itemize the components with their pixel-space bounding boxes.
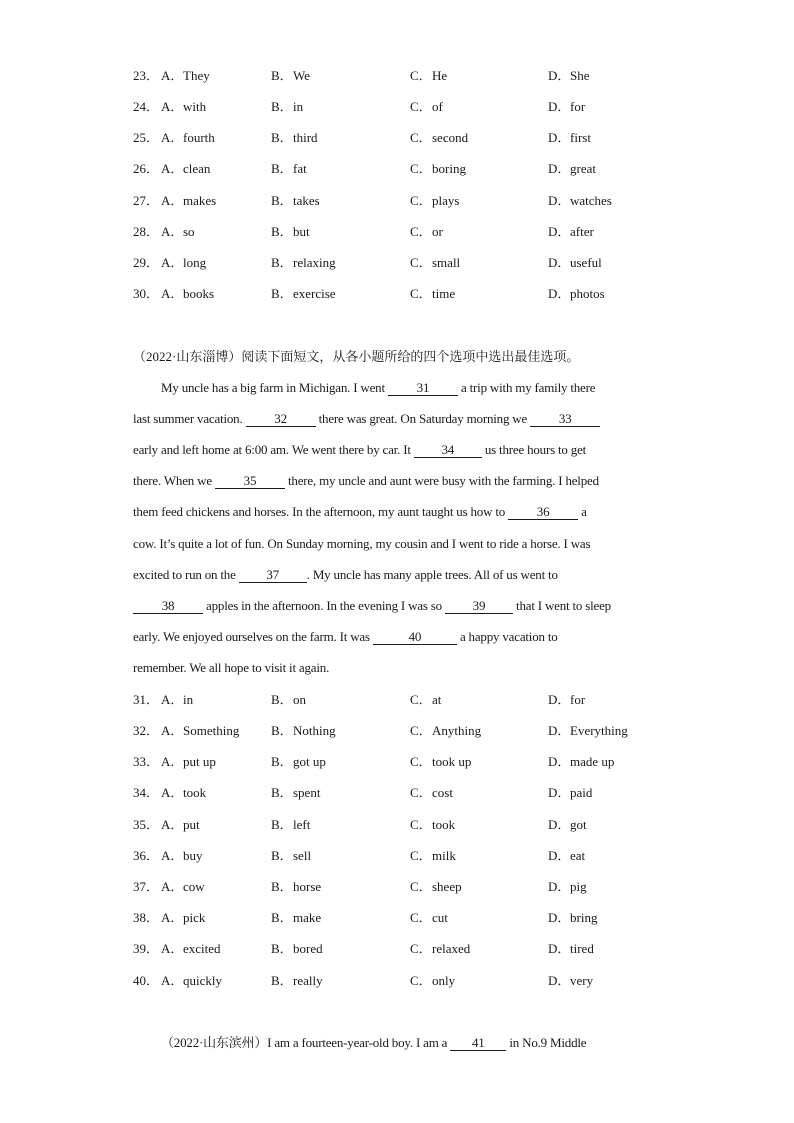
answer-blank: 34 [414, 443, 482, 458]
option-b: B．in [271, 99, 304, 114]
option-c: C．boring [410, 161, 466, 176]
question-number: 34． [133, 785, 160, 800]
option-c: C．milk [410, 848, 456, 863]
answer-blank: 41 [450, 1036, 506, 1051]
question-number: 27． [133, 193, 160, 208]
answer-blank: 38 [133, 599, 203, 614]
option-a: A．They [161, 68, 210, 83]
passage-line: early and left home at 6:00 am. We went there by car. It 34 us three hours to get [133, 442, 587, 457]
option-c: C．cost [410, 785, 453, 800]
option-a: A．cow [161, 879, 205, 894]
option-a: A．books [161, 286, 215, 301]
option-c: C．small [410, 255, 461, 270]
option-b: B．horse [271, 879, 322, 894]
option-a: A．Something [161, 723, 240, 738]
question-row [133, 159, 693, 179]
passage-line: My uncle has a big farm in Michigan. I went 31 a trip with my family there [161, 380, 596, 395]
question-row [133, 846, 693, 866]
option-a: A．took [161, 785, 207, 800]
question-row [133, 815, 693, 835]
question-number: 37． [133, 879, 160, 894]
option-b: B．sell [271, 848, 312, 863]
question-number: 39． [133, 941, 160, 956]
passage-line: remember. We all hope to visit it again. [133, 660, 330, 675]
option-c: C．of [410, 99, 443, 114]
option-b: B．got up [271, 754, 326, 769]
question-number: 36． [133, 848, 160, 863]
option-a: A．clean [161, 161, 211, 176]
option-d: D．photos [548, 286, 605, 301]
option-d: D．tired [548, 941, 594, 956]
answer-blank: 33 [530, 412, 600, 427]
question-row [133, 191, 693, 211]
option-a: A．buy [161, 848, 203, 863]
question-number: 25． [133, 130, 160, 145]
question-row [133, 877, 693, 897]
option-c: C．at [410, 692, 442, 707]
answer-blank: 40 [373, 630, 457, 645]
option-d: D．eat [548, 848, 586, 863]
option-b: B．We [271, 68, 310, 83]
question-number: 40． [133, 973, 160, 988]
option-a: A．quickly [161, 973, 222, 988]
option-b: B．relaxing [271, 255, 336, 270]
option-a: A．fourth [161, 130, 215, 145]
option-d: D．made up [548, 754, 615, 769]
option-b: B．Nothing [271, 723, 336, 738]
question-number: 26． [133, 161, 160, 176]
option-a: A．put [161, 817, 200, 832]
section-source-heading: （2022·山东滨州） [161, 1035, 268, 1050]
question-row [133, 690, 693, 710]
question-row [133, 128, 693, 148]
option-b: B．on [271, 692, 306, 707]
option-b: B．third [271, 130, 318, 145]
question-row [133, 971, 693, 991]
option-a: A．put up [161, 754, 216, 769]
option-a: A．in [161, 692, 194, 707]
passage-line: 38 apples in the afternoon. In the evening I was so 39 that I went to sleep [133, 596, 611, 616]
option-d: D．paid [548, 785, 593, 800]
passage-line: cow. It’s quite a lot of fun. On Sunday morning, my cousin and I went to ride a horse. I was [133, 536, 591, 551]
answer-blank: 35 [215, 474, 285, 489]
passage-line: early. We enjoyed ourselves on the farm. It was 40 a happy vacation to [133, 629, 558, 644]
answer-blank: 31 [388, 381, 458, 396]
question-number: 23． [133, 68, 160, 83]
option-d: D．got [548, 817, 587, 832]
option-b: B．left [271, 817, 311, 832]
option-b: B．takes [271, 193, 320, 208]
option-a: A．makes [161, 193, 217, 208]
question-number: 31． [133, 692, 160, 707]
option-d: D．for [548, 692, 586, 707]
question-row [133, 97, 693, 117]
question-row [133, 721, 693, 741]
passage-line: them feed chickens and horses. In the afternoon, my aunt taught us how to 36 a [133, 504, 587, 519]
option-a: A．so [161, 224, 195, 239]
option-c: C．took up [410, 754, 472, 769]
option-c: C．He [410, 68, 448, 83]
option-b: B．really [271, 973, 323, 988]
option-d: D．for [548, 99, 586, 114]
answer-blank: 32 [246, 412, 316, 427]
option-b: B．exercise [271, 286, 336, 301]
question-row [133, 752, 693, 772]
question-row [133, 939, 693, 959]
question-row [133, 908, 693, 928]
question-row [133, 66, 693, 86]
question-number: 30． [133, 286, 160, 301]
question-number: 32． [133, 723, 160, 738]
question-number: 38． [133, 910, 160, 925]
option-a: A．excited [161, 941, 221, 956]
option-b: B．make [271, 910, 322, 925]
option-c: C．only [410, 973, 456, 988]
option-b: B．but [271, 224, 310, 239]
option-c: C．or [410, 224, 443, 239]
question-row [133, 284, 693, 304]
option-c: C．second [410, 130, 469, 145]
option-d: D．She [548, 68, 590, 83]
question-number: 33． [133, 754, 160, 769]
option-d: D．after [548, 224, 594, 239]
passage-line: there. When we 35 there, my uncle and aunt were busy with the farming. I helped [133, 473, 599, 488]
option-d: D．very [548, 973, 594, 988]
option-d: D．useful [548, 255, 602, 270]
option-c: C．sheep [410, 879, 462, 894]
question-number: 28． [133, 224, 160, 239]
option-a: A．with [161, 99, 207, 114]
question-number: 24． [133, 99, 160, 114]
section-source-heading: （2022·山东淄博）阅读下面短文，从各小题所给的四个选项中选出最佳选项。 [133, 349, 580, 364]
option-d: D．pig [548, 879, 587, 894]
answer-blank: 36 [508, 505, 578, 520]
answer-blank: 39 [445, 599, 513, 614]
passage-line: last summer vacation. 32 there was great. On Saturday morning we 33 [133, 409, 600, 429]
option-d: D．Everything [548, 723, 628, 738]
option-c: C．took [410, 817, 456, 832]
option-a: A．long [161, 255, 207, 270]
question-row [133, 222, 693, 242]
option-c: C．plays [410, 193, 460, 208]
section3-first-line: （2022·山东滨州）I am a fourteen-year-old boy. I am a 41 in No.9 Middle [161, 1035, 587, 1050]
option-c: C．cut [410, 910, 448, 925]
option-b: B．bored [271, 941, 323, 956]
question-row [133, 253, 693, 273]
option-d: D．first [548, 130, 591, 145]
question-number: 35． [133, 817, 160, 832]
option-b: B．fat [271, 161, 307, 176]
option-b: B．spent [271, 785, 321, 800]
option-c: C．relaxed [410, 941, 471, 956]
option-c: C．time [410, 286, 456, 301]
option-c: C．Anything [410, 723, 482, 738]
passage-line: excited to run on the 37 . My uncle has many apple trees. All of us went to [133, 567, 558, 582]
option-d: D．bring [548, 910, 598, 925]
option-d: D．great [548, 161, 596, 176]
question-number: 29． [133, 255, 160, 270]
option-a: A．pick [161, 910, 206, 925]
answer-blank: 37 [239, 568, 307, 583]
question-row [133, 783, 693, 803]
option-d: D．watches [548, 193, 612, 208]
